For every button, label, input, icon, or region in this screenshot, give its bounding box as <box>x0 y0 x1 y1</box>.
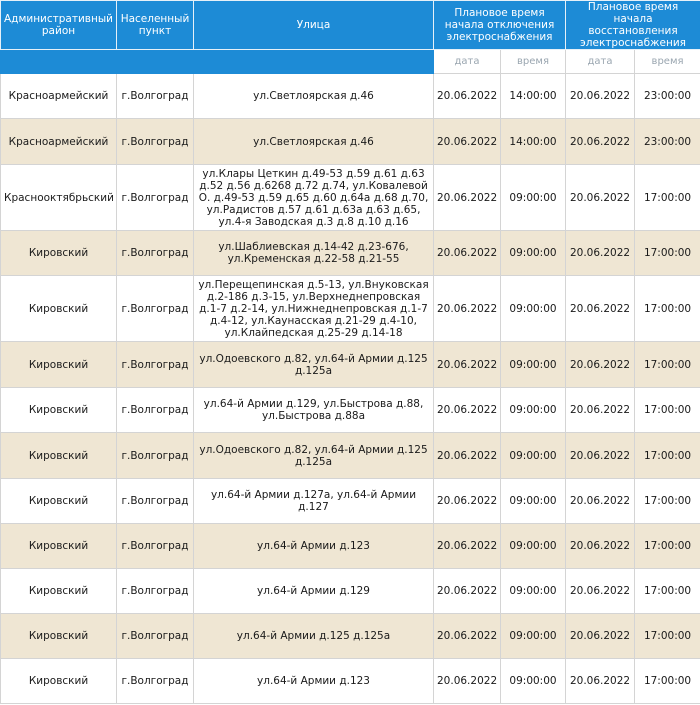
cell-street: ул.Перещепинская д.5-13, ул.Внуковская д.2-186 д.3-15, ул.Верхнеднепровская д.1-7 д.2-14, ул.Нижнеднепровская д.1-7 д.4-12, ул.Каунасская д.21-29 д.4-10, ул.Клайпедская д.25-29 д.14-18 <box>194 276 434 342</box>
cell-start-date: 20.06.2022 <box>434 659 501 704</box>
cell-start-date: 20.06.2022 <box>434 479 501 524</box>
cell-street: ул.64-й Армии д.123 <box>194 524 434 569</box>
cell-district: Кировский <box>1 569 117 614</box>
cell-end-date: 20.06.2022 <box>566 659 635 704</box>
cell-settlement: г.Волгоград <box>117 659 194 704</box>
table-row <box>1 569 700 614</box>
cell-end-time: 17:00:00 <box>635 231 700 276</box>
cell-start-time: 09:00:00 <box>501 659 566 704</box>
cell-district: Краснооктябрьский <box>1 165 117 231</box>
cell-settlement: г.Волгоград <box>117 276 194 342</box>
cell-settlement: г.Волгоград <box>117 524 194 569</box>
cell-street: ул.64-й Армии д.127а, ул.64-й Армии д.127 <box>194 479 434 524</box>
cell-street: ул.Одоевского д.82, ул.64-й Армии д.125 д.125а <box>194 433 434 479</box>
cell-street: ул.64-й Армии д.125 д.125а <box>194 614 434 659</box>
cell-start-time: 09:00:00 <box>501 524 566 569</box>
table-row <box>1 614 700 659</box>
cell-district: Красноармейский <box>1 74 117 119</box>
cell-start-date: 20.06.2022 <box>434 524 501 569</box>
cell-start-time: 09:00:00 <box>501 388 566 433</box>
cell-start-time: 09:00:00 <box>501 569 566 614</box>
cell-start-date: 20.06.2022 <box>434 276 501 342</box>
subheader-blank-street <box>194 50 434 74</box>
cell-street: ул.64-й Армии д.129 <box>194 569 434 614</box>
cell-end-time: 17:00:00 <box>635 659 700 704</box>
cell-start-time: 09:00:00 <box>501 433 566 479</box>
cell-street: ул.Одоевского д.82, ул.64-й Армии д.125 д.125а <box>194 342 434 388</box>
table-row <box>1 165 700 231</box>
cell-settlement: г.Волгоград <box>117 433 194 479</box>
table-row <box>1 276 700 342</box>
header-district: Административный район <box>1 1 117 50</box>
subheader-end-time: время <box>635 50 700 74</box>
subheader-start-date: дата <box>434 50 501 74</box>
table-row <box>1 659 700 704</box>
table-row <box>1 433 700 479</box>
cell-start-date: 20.06.2022 <box>434 388 501 433</box>
cell-district: Кировский <box>1 524 117 569</box>
cell-settlement: г.Волгоград <box>117 388 194 433</box>
cell-settlement: г.Волгоград <box>117 119 194 165</box>
cell-district: Кировский <box>1 614 117 659</box>
cell-start-date: 20.06.2022 <box>434 231 501 276</box>
cell-district: Кировский <box>1 342 117 388</box>
cell-settlement: г.Волгоград <box>117 479 194 524</box>
cell-end-date: 20.06.2022 <box>566 433 635 479</box>
cell-end-time: 17:00:00 <box>635 433 700 479</box>
cell-end-time: 17:00:00 <box>635 569 700 614</box>
cell-end-date: 20.06.2022 <box>566 276 635 342</box>
cell-street: ул.Светлоярская д.46 <box>194 119 434 165</box>
cell-end-time: 17:00:00 <box>635 388 700 433</box>
cell-start-date: 20.06.2022 <box>434 74 501 119</box>
cell-start-time: 14:00:00 <box>501 119 566 165</box>
cell-district: Кировский <box>1 479 117 524</box>
cell-end-date: 20.06.2022 <box>566 231 635 276</box>
cell-end-date: 20.06.2022 <box>566 388 635 433</box>
cell-start-time: 09:00:00 <box>501 479 566 524</box>
cell-end-date: 20.06.2022 <box>566 614 635 659</box>
cell-end-time: 17:00:00 <box>635 276 700 342</box>
cell-end-date: 20.06.2022 <box>566 342 635 388</box>
cell-end-date: 20.06.2022 <box>566 74 635 119</box>
cell-start-time: 09:00:00 <box>501 614 566 659</box>
table-row <box>1 388 700 433</box>
table-row <box>1 524 700 569</box>
table-row <box>1 119 700 165</box>
cell-end-time: 23:00:00 <box>635 119 700 165</box>
cell-district: Красноармейский <box>1 119 117 165</box>
cell-street: ул.Светлоярская д.46 <box>194 74 434 119</box>
cell-street: ул.Шаблиевская д.14-42 д.23-676, ул.Кременская д.22-58 д.21-55 <box>194 231 434 276</box>
cell-end-date: 20.06.2022 <box>566 165 635 231</box>
subheader-start-time: время <box>501 50 566 74</box>
table-row <box>1 231 700 276</box>
table-body <box>1 74 700 704</box>
cell-end-time: 17:00:00 <box>635 165 700 231</box>
cell-end-date: 20.06.2022 <box>566 119 635 165</box>
subheader-blank-settlement <box>117 50 194 74</box>
table-header <box>1 1 700 74</box>
subheader-end-date: дата <box>566 50 635 74</box>
cell-district: Кировский <box>1 231 117 276</box>
cell-district: Кировский <box>1 276 117 342</box>
cell-settlement: г.Волгоград <box>117 231 194 276</box>
subheader-blank-district <box>1 50 117 74</box>
table-row <box>1 74 700 119</box>
cell-end-date: 20.06.2022 <box>566 569 635 614</box>
cell-start-time: 09:00:00 <box>501 342 566 388</box>
table-row <box>1 342 700 388</box>
cell-end-time: 17:00:00 <box>635 342 700 388</box>
cell-street: ул.64-й Армии д.123 <box>194 659 434 704</box>
cell-district: Кировский <box>1 388 117 433</box>
cell-end-date: 20.06.2022 <box>566 524 635 569</box>
cell-start-date: 20.06.2022 <box>434 119 501 165</box>
cell-end-time: 17:00:00 <box>635 524 700 569</box>
cell-district: Кировский <box>1 433 117 479</box>
cell-start-time: 09:00:00 <box>501 165 566 231</box>
cell-start-time: 09:00:00 <box>501 231 566 276</box>
cell-start-date: 20.06.2022 <box>434 569 501 614</box>
table-row <box>1 479 700 524</box>
cell-end-time: 23:00:00 <box>635 74 700 119</box>
cell-district: Кировский <box>1 659 117 704</box>
cell-start-date: 20.06.2022 <box>434 614 501 659</box>
cell-start-time: 14:00:00 <box>501 74 566 119</box>
cell-end-time: 17:00:00 <box>635 614 700 659</box>
header-street: Улица <box>194 1 434 50</box>
cell-street: ул.Клары Цеткин д.49-53 д.59 д.61 д.63 д.52 д.56 д.6268 д.72 д.74, ул.Ковалевой О. д.49-53 д.59 д.65 д.60 д.64а д.68 д.70, ул.Радистов д.57 д.61 д.63а д.63 д.65, ул.4-я Заводская д.3 д.8 д.10 д.16 <box>194 165 434 231</box>
cell-end-time: 17:00:00 <box>635 479 700 524</box>
cell-start-date: 20.06.2022 <box>434 165 501 231</box>
cell-start-date: 20.06.2022 <box>434 342 501 388</box>
cell-settlement: г.Волгоград <box>117 342 194 388</box>
header-settlement: Населенный пункт <box>117 1 194 50</box>
cell-settlement: г.Волгоград <box>117 165 194 231</box>
header-restore-start: Плановое время начала восстановления электроснабжения <box>566 1 700 50</box>
cell-settlement: г.Волгоград <box>117 74 194 119</box>
cell-start-date: 20.06.2022 <box>434 433 501 479</box>
cell-start-time: 09:00:00 <box>501 276 566 342</box>
cell-settlement: г.Волгоград <box>117 569 194 614</box>
cell-settlement: г.Волгоград <box>117 614 194 659</box>
header-outage-start: Плановое время начала отключения электроснабжения <box>434 1 566 50</box>
cell-street: ул.64-й Армии д.129, ул.Быстрова д.88, ул.Быстрова д.88а <box>194 388 434 433</box>
cell-end-date: 20.06.2022 <box>566 479 635 524</box>
